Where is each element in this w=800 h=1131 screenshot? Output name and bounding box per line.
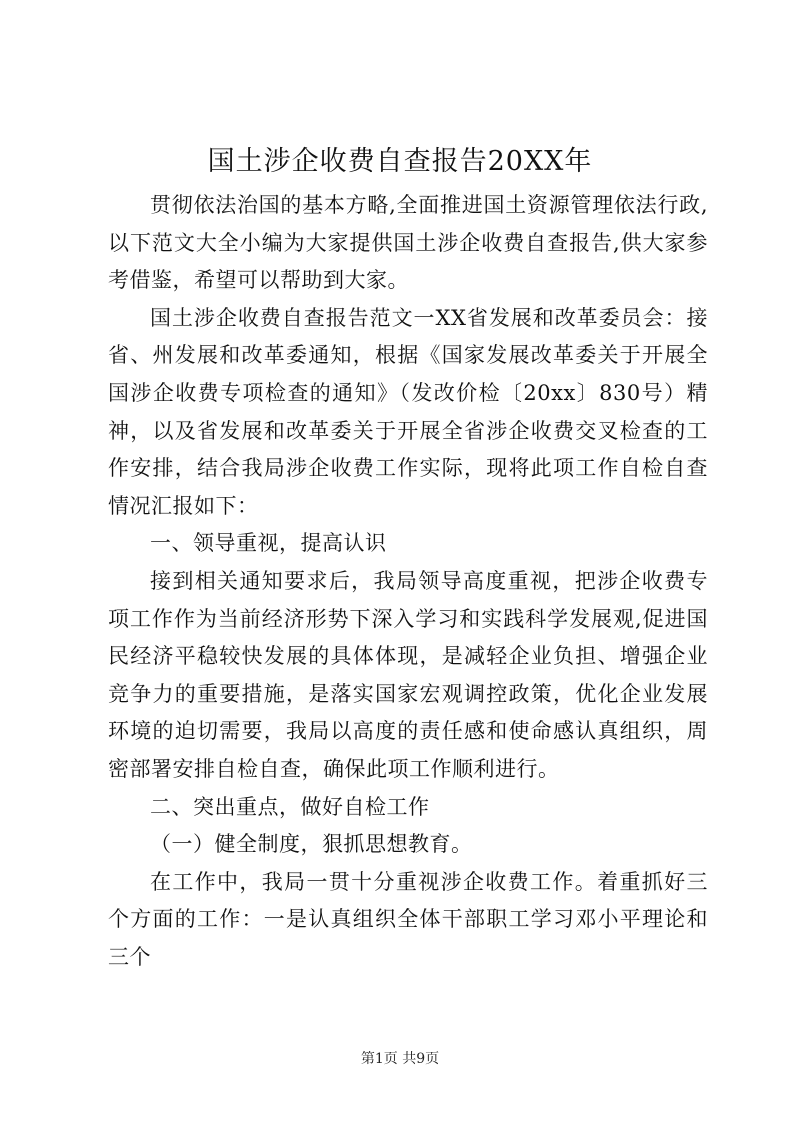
- paragraph-work: 在工作中，我局一贯十分重视涉企收费工作。着重抓好三个方面的工作：一是认真组织全体干部职工学习邓小平理论和三个: [108, 869, 708, 969]
- page-number-footer: 第1页 共9页: [360, 1051, 440, 1067]
- subsection-heading-system: （一）健全制度，狠抓思想教育。: [150, 832, 473, 857]
- section-heading-self-check: 二、突出重点，做好自检工作: [150, 794, 430, 819]
- document-body: [108, 187, 708, 976]
- paragraph-leadership: 接到相关通知要求后，我局领导高度重视，把涉企收费专项工作作为当前经济形势下深入学习和实践科学发展观,促进国民经济平稳较快发展的具体体现，是减轻企业负担、增强企业竞争力的重要措施，是落实国家宏观调控政策，优化企业发展环境的迫切需要，我局以高度的责任感和使命感认真组织，周密部署安排自检自查，确保此项工作顺利进行。: [108, 568, 708, 781]
- paragraph-report-opening: 国土涉企收费自查报告范文一XX省发展和改革委员会：接省、州发展和改革委通知，根据《国家发展改革委关于开展全国涉企收费专项检查的通知》（发改价检〔20xx〕830号）精神，以及省发展和改革委关于开展全省涉企收费交叉检查的工作安排，结合我局涉企收费工作实际，现将此项工作自检自查情况汇报如下：: [108, 305, 708, 518]
- document-title: 国土涉企收费自查报告20XX年: [207, 146, 593, 177]
- paragraph-intro: 贯彻依法治国的基本方略,全面推进国土资源管理依法行政,以下范文大全小编为大家提供国土涉企收费自查报告,供大家参考借鉴，希望可以帮助到大家。: [108, 193, 708, 293]
- section-heading-leadership: 一、领导重视，提高认识: [150, 531, 387, 556]
